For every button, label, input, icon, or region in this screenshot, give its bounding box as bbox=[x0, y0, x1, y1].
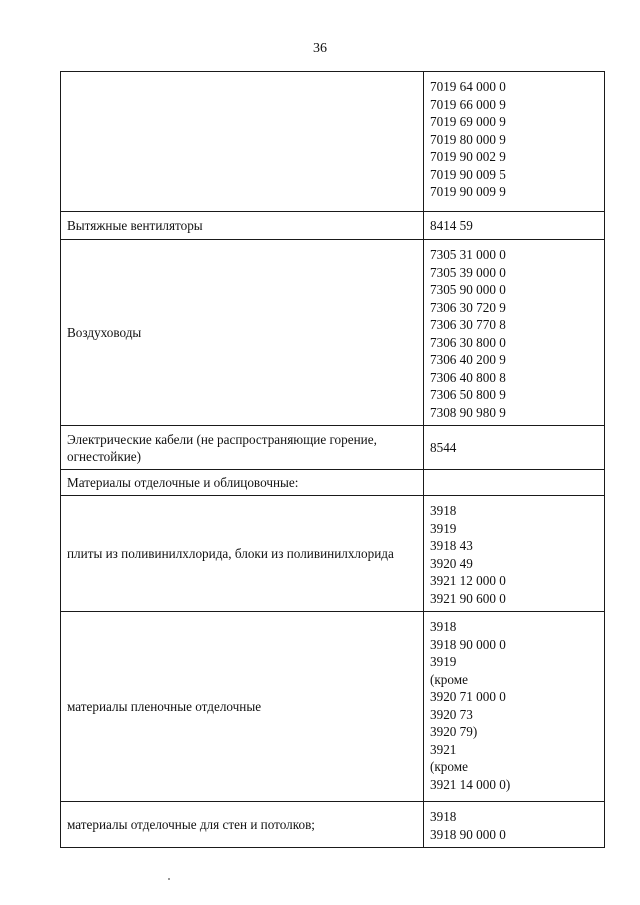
table-body bbox=[61, 72, 605, 848]
code-line: 7305 31 000 0 bbox=[430, 247, 506, 262]
description-cell bbox=[61, 802, 424, 848]
code-line: 3918 43 bbox=[430, 538, 473, 553]
code-line: 3921 12 000 0 bbox=[430, 573, 506, 588]
description-cell bbox=[61, 470, 424, 496]
code-line: 3918 90 000 0 bbox=[430, 826, 506, 842]
description-cell bbox=[61, 612, 424, 802]
codes-cell bbox=[424, 612, 605, 802]
code-line: 3921 14 000 0) bbox=[430, 776, 511, 792]
description-text: материалы отделочные для стен и потолков; bbox=[67, 817, 315, 832]
code-line: 7019 90 009 9 bbox=[430, 184, 506, 199]
code-line: 3918 bbox=[430, 503, 457, 518]
description-cell bbox=[61, 72, 424, 212]
description-cell bbox=[61, 496, 424, 612]
codes-cell bbox=[424, 470, 605, 496]
description-text: Электрические кабели (не распространяющие горение, огнестойкие) bbox=[67, 431, 377, 464]
description-cell bbox=[61, 426, 424, 470]
code-line: 3920 49 bbox=[430, 555, 473, 571]
table-row bbox=[61, 612, 605, 802]
description-text: плиты из поливинилхлорида, блоки из поливинилхлорида bbox=[67, 546, 394, 561]
table-row bbox=[61, 72, 605, 212]
code-line: 3920 71 000 0 bbox=[430, 689, 506, 704]
code-line: 7305 90 000 0 bbox=[430, 282, 506, 297]
code-line: 7305 39 000 0 bbox=[430, 264, 506, 280]
code-line: 7019 80 000 9 bbox=[430, 131, 506, 147]
description-text: Воздуховоды bbox=[67, 325, 142, 340]
description-cell bbox=[61, 240, 424, 426]
codes-cell bbox=[424, 496, 605, 612]
code-line: 3921 bbox=[430, 741, 457, 757]
scan-artifact bbox=[168, 878, 170, 880]
code-line: 3919 bbox=[430, 654, 457, 669]
table-row bbox=[61, 240, 605, 426]
codes-cell bbox=[424, 802, 605, 848]
page-number: 36 bbox=[313, 41, 327, 56]
table-row bbox=[61, 802, 605, 848]
code-line: 7306 30 800 0 bbox=[430, 334, 506, 350]
code-line: 3920 73 bbox=[430, 706, 473, 722]
code-line: 7019 64 000 0 bbox=[430, 79, 506, 94]
table-row bbox=[61, 212, 605, 240]
code-line: 7019 90 009 5 bbox=[430, 166, 506, 182]
code-line: 7019 90 002 9 bbox=[430, 149, 506, 164]
codes-cell bbox=[424, 72, 605, 212]
code-line: 7306 50 800 9 bbox=[430, 387, 506, 402]
codes-cell bbox=[424, 240, 605, 426]
code-line: 8544 bbox=[430, 439, 457, 455]
description-text: Вытяжные вентиляторы bbox=[67, 218, 203, 233]
description-text: Материалы отделочные и облицовочные: bbox=[67, 475, 299, 490]
code-line: 7019 69 000 9 bbox=[430, 114, 506, 129]
codes-cell bbox=[424, 212, 605, 240]
code-line: 3918 bbox=[430, 619, 457, 634]
code-line: (кроме bbox=[430, 759, 468, 774]
description-text: материалы пленочные отделочные bbox=[67, 699, 262, 714]
table-row bbox=[61, 470, 605, 496]
code-line: 7306 40 200 9 bbox=[430, 352, 506, 367]
codes-cell bbox=[424, 426, 605, 470]
code-line: 7306 30 720 9 bbox=[430, 299, 506, 315]
code-line: 8414 59 bbox=[430, 217, 473, 233]
table-row bbox=[61, 426, 605, 470]
code-line: 7306 30 770 8 bbox=[430, 317, 506, 332]
code-line: 3918 bbox=[430, 809, 457, 824]
code-line: 3920 79) bbox=[430, 724, 478, 739]
table-row bbox=[61, 496, 605, 612]
code-line: 7308 90 980 9 bbox=[430, 404, 506, 420]
code-line: (кроме bbox=[430, 671, 468, 687]
code-line: 7019 66 000 9 bbox=[430, 96, 506, 112]
code-line: 3921 90 600 0 bbox=[430, 590, 506, 606]
code-line: 7306 40 800 8 bbox=[430, 369, 506, 385]
code-line: 3918 90 000 0 bbox=[430, 636, 506, 652]
codes-table bbox=[60, 71, 605, 848]
description-cell bbox=[61, 212, 424, 240]
code-line: 3919 bbox=[430, 520, 457, 536]
